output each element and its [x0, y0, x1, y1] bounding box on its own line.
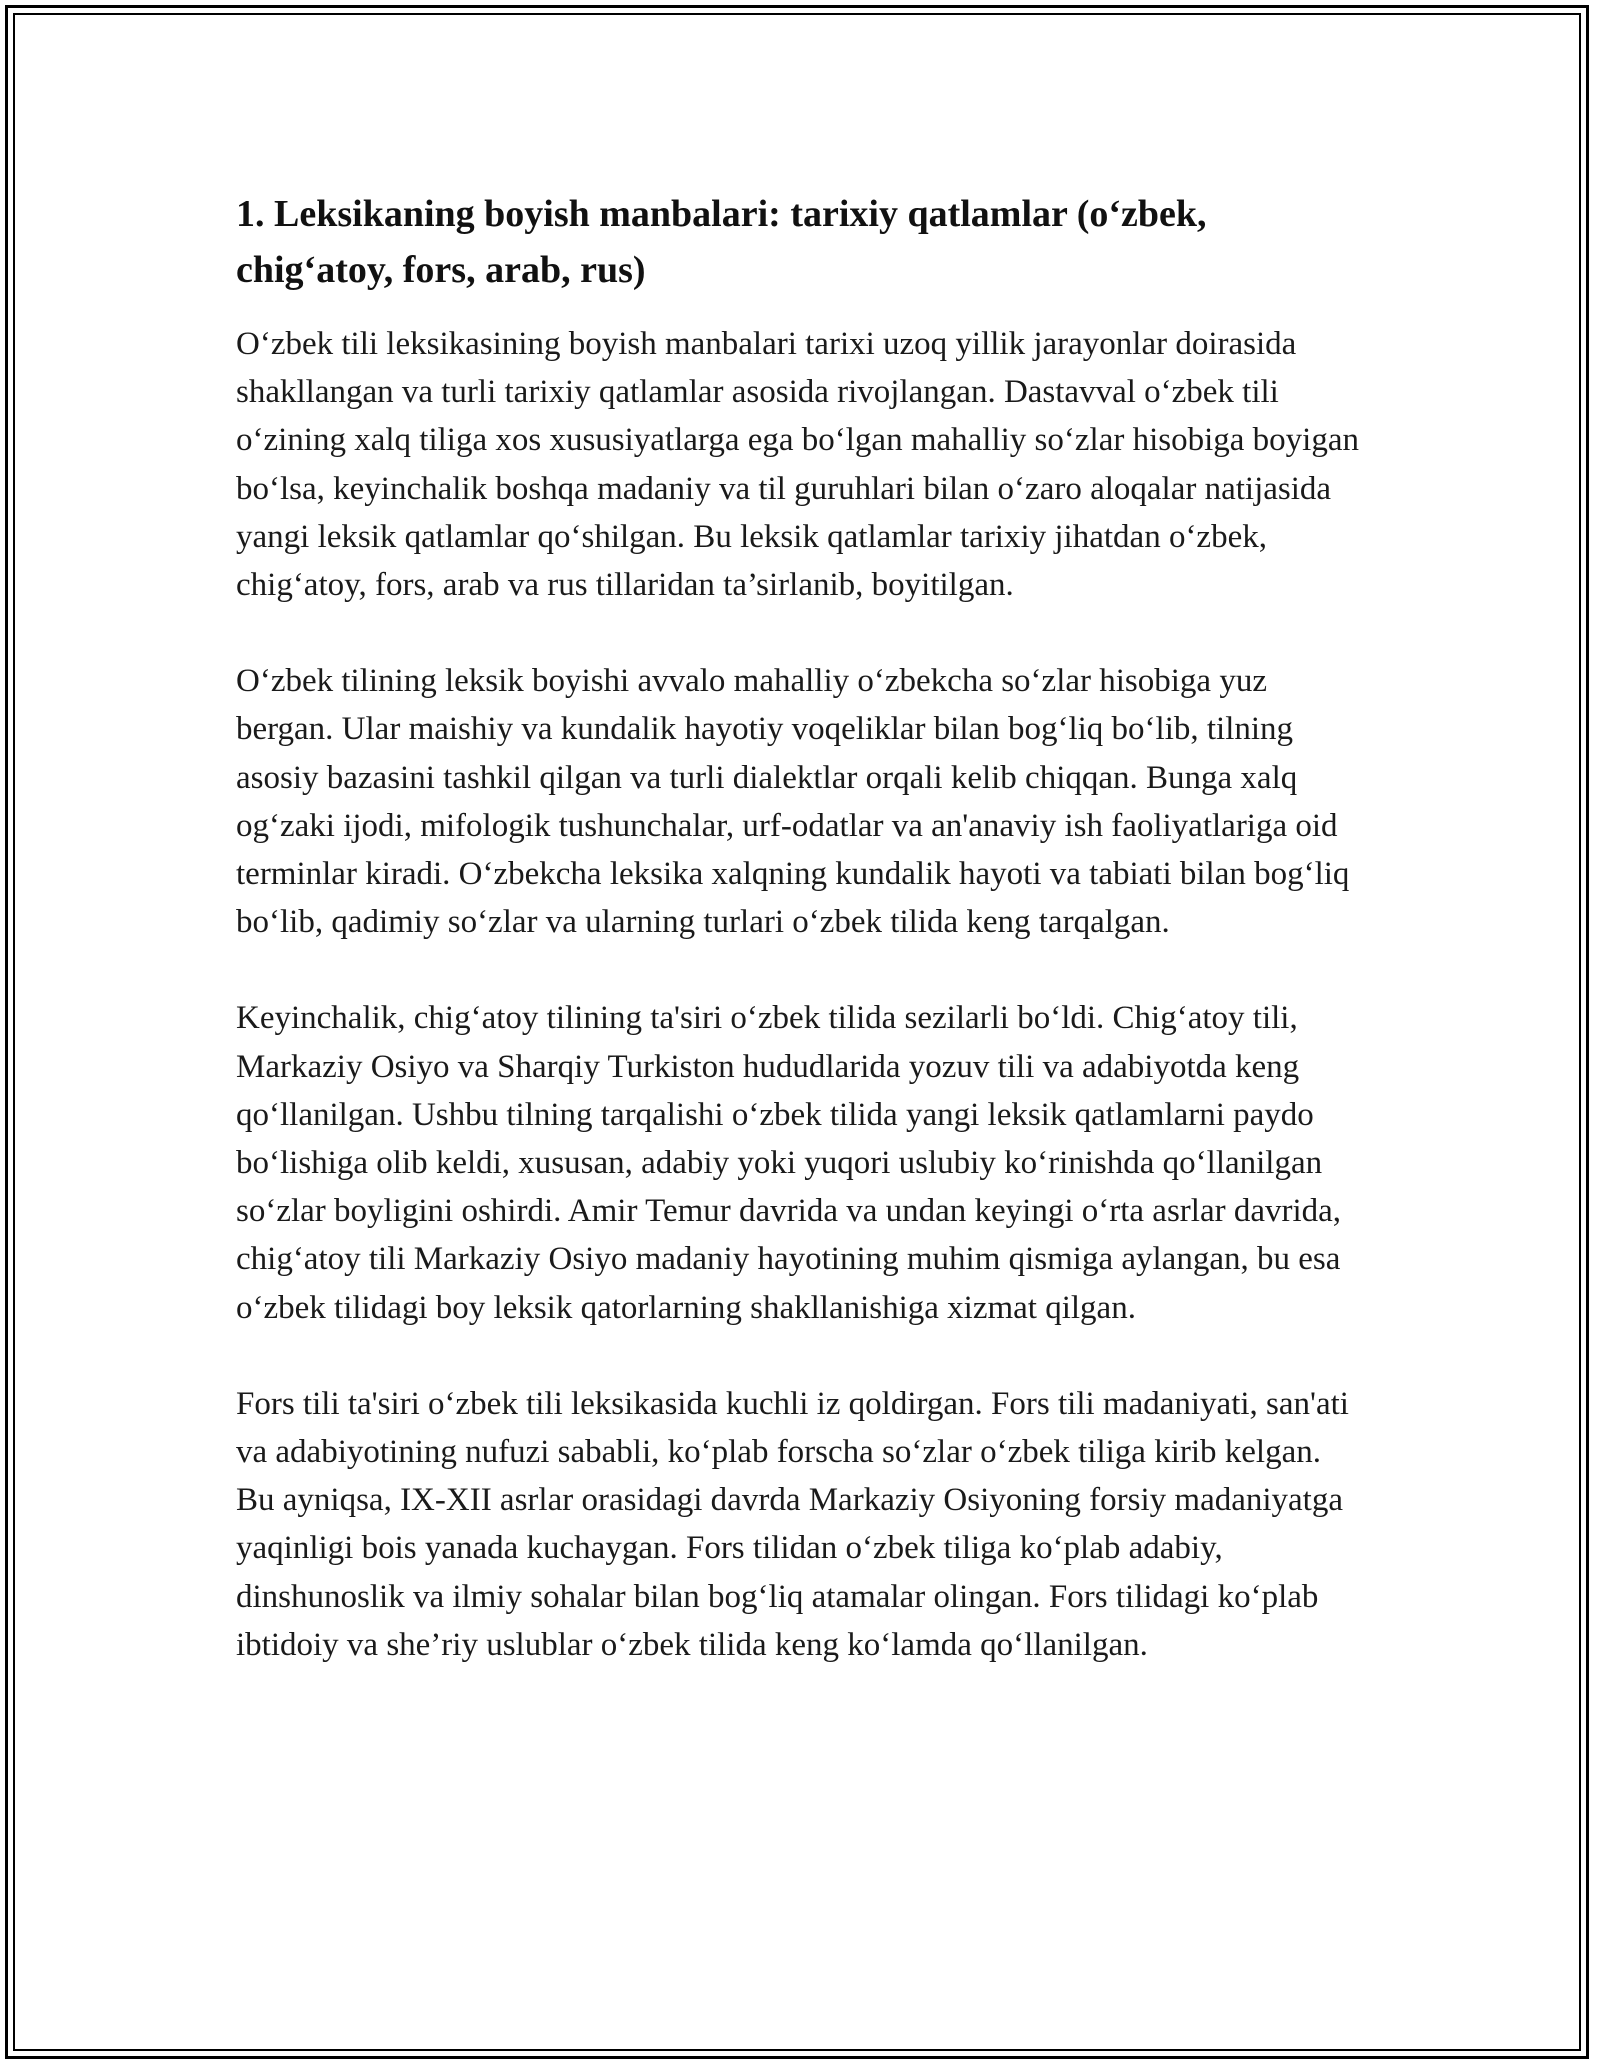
paragraph-2: O‘zbek tilining leksik boyishi avvalo mahalliy o‘zbekcha so‘zlar hisobiga yuz bergan. Ular maishiy va kundalik hayotiy voqeliklar bilan bog‘liq bo‘lib, tilning asosiy bazasini tashkil qilgan va turli dialektlar orqali kelib chiqqan. Bunga xalq og‘zaki ijodi, mifologik tushunchalar, urf-odatlar va an'anaviy ish faoliyatlariga oid terminlar kiradi. O‘zbekcha leksika xalqning kundalik hayoti va tabiati bilan bog‘liq bo‘lib, qadimiy so‘zlar va ularning turlari o‘zbek tilida keng tarqalgan. [236, 663, 1350, 941]
paragraph-4: Fors tili ta'siri o‘zbek tili leksikasida kuchli iz qoldirgan. Fors tili madaniyati, san'ati va adabiyotining nufuzi sababli, ko‘plab forscha so‘zlar o‘zbek tiliga kirib kelgan. Bu ayniqsa, IX-XII asrlar orasidagi davrda Markaziy Osiyoning forsiy madaniyatga yaqinligi bois yanada kuchaygan. Fors tilidan o‘zbek tiliga ko‘plab adabiy, dinshunoslik va ilmiy sohalar bilan bog‘liq atamalar olingan. Fors tilidagi ko‘plab ibtidoiy va she’riy uslublar o‘zbek tilida keng ko‘lamda qo‘llanilgan. [236, 1385, 1349, 1663]
paragraph-1: O‘zbek tili leksikasining boyish manbalari tarixi uzoq yillik jarayonlar doirasida shakllangan va turli tarixiy qatlamlar asosida rivojlangan. Dastavval o‘zbek tili o‘zining xalq tiliga xos xususiyatlarga ega bo‘lgan mahalliy so‘zlar hisobiga boyigan bo‘lsa, keyinchalik boshqa madaniy va til guruhlari bilan o‘zaro aloqalar natijasida yangi leksik qatlamlar qo‘shilgan. Bu leksik qatlamlar tarixiy jihatdan o‘zbek, chig‘atoy, fors, arab va rus tillaridan ta’sirlanib, boyitilgan. [236, 326, 1359, 604]
paragraph-3: Keyinchalik, chig‘atoy tilining ta'siri o‘zbek tilida sezilarli bo‘ldi. Chig‘atoy tili, Markaziy Osiyo va Sharqiy Turkiston hududlarida yozuv tili va adabiyotda keng qo‘llanilgan. Ushbu tilning tarqalishi o‘zbek tilida yangi leksik qatlamlarni paydo bo‘lishiga olib keldi, xususan, adabiy yoki yuqori uslubiy ko‘rinishda qo‘llanilgan so‘zlar boyligini oshirdi. Amir Temur davrida va undan keyingi o‘rta asrlar davrida, chig‘atoy tili Markaziy Osiyo madaniy hayotining muhim qismiga aylangan, bu esa o‘zbek tilidagi boy leksik qatorlarning shakllanishiga xizmat qilgan. [236, 1000, 1342, 1326]
section-heading: 1. Leksikaning boyish manbalari: tarixiy qatlamlar (o‘zbek, chig‘atoy, fors, arab, rus) [236, 193, 1207, 291]
document-body [236, 186, 1366, 1717]
